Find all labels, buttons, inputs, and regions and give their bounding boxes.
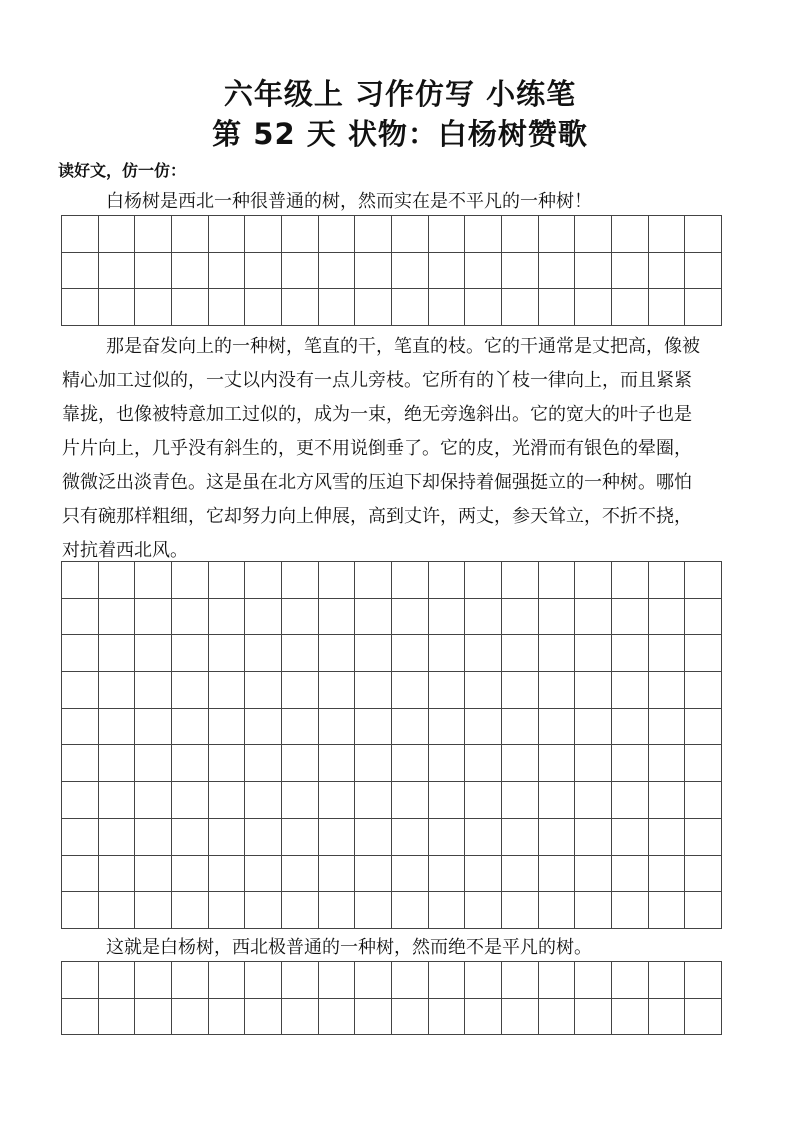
grid-cell[interactable] — [355, 253, 392, 290]
grid-cell[interactable] — [685, 745, 722, 782]
grid-cell[interactable] — [575, 635, 612, 672]
grid-cell[interactable] — [245, 782, 282, 819]
grid-cell[interactable] — [392, 962, 429, 999]
grid-cell[interactable] — [612, 599, 649, 636]
grid-cell[interactable] — [465, 962, 502, 999]
grid-cell[interactable] — [685, 216, 722, 253]
grid-cell[interactable] — [62, 709, 99, 746]
grid-cell[interactable] — [135, 289, 172, 326]
grid-cell[interactable] — [392, 562, 429, 599]
grid-cell[interactable] — [209, 562, 246, 599]
grid-cell[interactable] — [612, 892, 649, 929]
grid-cell[interactable] — [539, 253, 576, 290]
grid-cell[interactable] — [209, 999, 246, 1036]
grid-cell[interactable] — [282, 599, 319, 636]
grid-cell[interactable] — [209, 782, 246, 819]
grid-cell[interactable] — [612, 962, 649, 999]
grid-cell[interactable] — [575, 819, 612, 856]
grid-cell[interactable] — [135, 962, 172, 999]
grid-cell[interactable] — [429, 782, 466, 819]
grid-cell[interactable] — [135, 709, 172, 746]
grid-cell[interactable] — [502, 962, 539, 999]
grid-cell[interactable] — [502, 782, 539, 819]
passage-body-line: 精心加工过似的，一丈以内没有一点儿旁枝。它所有的丫枝一律向上，而且紧紧 — [62, 370, 692, 391]
grid-cell[interactable] — [282, 672, 319, 709]
grid-cell[interactable] — [392, 819, 429, 856]
grid-cell[interactable] — [465, 999, 502, 1036]
grid-cell[interactable] — [575, 962, 612, 999]
grid-cell[interactable] — [135, 999, 172, 1036]
grid-cell[interactable] — [502, 216, 539, 253]
grid-cell[interactable] — [612, 289, 649, 326]
grid-cell[interactable] — [99, 253, 136, 290]
grid-cell[interactable] — [62, 892, 99, 929]
grid-cell[interactable] — [649, 745, 686, 782]
grid-cell[interactable] — [319, 635, 356, 672]
grid-cell[interactable] — [539, 599, 576, 636]
grid-cell[interactable] — [135, 216, 172, 253]
grid-cell[interactable] — [99, 562, 136, 599]
grid-cell[interactable] — [575, 253, 612, 290]
grid-cell[interactable] — [355, 635, 392, 672]
grid-cell[interactable] — [99, 962, 136, 999]
grid-cell[interactable] — [209, 892, 246, 929]
grid-cell[interactable] — [649, 635, 686, 672]
grid-cell[interactable] — [135, 745, 172, 782]
grid-cell[interactable] — [62, 819, 99, 856]
grid-cell[interactable] — [502, 999, 539, 1036]
grid-cell[interactable] — [282, 892, 319, 929]
grid-cell[interactable] — [319, 856, 356, 893]
grid-cell[interactable] — [539, 289, 576, 326]
grid-cell[interactable] — [209, 635, 246, 672]
grid-cell[interactable] — [575, 289, 612, 326]
grid-cell[interactable] — [392, 856, 429, 893]
grid-cell[interactable] — [649, 962, 686, 999]
grid-cell[interactable] — [685, 289, 722, 326]
grid-cell[interactable] — [62, 635, 99, 672]
grid-cell[interactable] — [502, 819, 539, 856]
grid-cell[interactable] — [685, 253, 722, 290]
grid-cell[interactable] — [649, 599, 686, 636]
grid-cell[interactable] — [282, 289, 319, 326]
grid-cell[interactable] — [319, 709, 356, 746]
grid-cell[interactable] — [465, 892, 502, 929]
writing-grid-body[interactable] — [61, 561, 722, 929]
grid-cell[interactable] — [135, 819, 172, 856]
grid-cell[interactable] — [319, 745, 356, 782]
grid-cell[interactable] — [282, 635, 319, 672]
grid-cell[interactable] — [172, 819, 209, 856]
grid-cell[interactable] — [575, 599, 612, 636]
grid-cell[interactable] — [392, 635, 429, 672]
grid-cell[interactable] — [502, 599, 539, 636]
grid-cell[interactable] — [245, 635, 282, 672]
grid-cell[interactable] — [319, 289, 356, 326]
grid-cell[interactable] — [392, 672, 429, 709]
grid-cell[interactable] — [429, 672, 466, 709]
grid-cell[interactable] — [355, 962, 392, 999]
grid-cell[interactable] — [245, 709, 282, 746]
grid-cell[interactable] — [135, 892, 172, 929]
grid-cell[interactable] — [355, 856, 392, 893]
grid-cell[interactable] — [685, 635, 722, 672]
grid-cell[interactable] — [575, 892, 612, 929]
grid-cell[interactable] — [355, 672, 392, 709]
grid-cell[interactable] — [245, 599, 282, 636]
grid-cell[interactable] — [539, 782, 576, 819]
grid-cell[interactable] — [465, 856, 502, 893]
grid-cell[interactable] — [575, 999, 612, 1036]
grid-cell[interactable] — [319, 819, 356, 856]
grid-cell[interactable] — [99, 892, 136, 929]
grid-cell[interactable] — [575, 216, 612, 253]
grid-cell[interactable] — [172, 216, 209, 253]
grid-cell[interactable] — [649, 856, 686, 893]
grid-cell[interactable] — [172, 599, 209, 636]
grid-cell[interactable] — [245, 672, 282, 709]
grid-cell[interactable] — [575, 672, 612, 709]
grid-cell[interactable] — [135, 635, 172, 672]
grid-cell[interactable] — [612, 672, 649, 709]
grid-cell[interactable] — [539, 962, 576, 999]
grid-cell[interactable] — [62, 289, 99, 326]
grid-cell[interactable] — [502, 635, 539, 672]
passage-body-line: 微微泛出淡青色。这是虽在北方风雪的压迫下却保持着倔强挺立的一种树。哪怕 — [62, 472, 692, 493]
grid-cell[interactable] — [62, 216, 99, 253]
grid-cell[interactable] — [355, 819, 392, 856]
grid-cell[interactable] — [575, 856, 612, 893]
grid-cell[interactable] — [319, 253, 356, 290]
grid-cell[interactable] — [649, 709, 686, 746]
grid-cell[interactable] — [355, 999, 392, 1036]
grid-cell[interactable] — [62, 253, 99, 290]
grid-cell[interactable] — [429, 599, 466, 636]
grid-cell[interactable] — [649, 289, 686, 326]
grid-cell[interactable] — [209, 289, 246, 326]
grid-cell[interactable] — [685, 782, 722, 819]
grid-cell[interactable] — [539, 856, 576, 893]
grid-cell[interactable] — [319, 216, 356, 253]
grid-cell[interactable] — [429, 962, 466, 999]
grid-cell[interactable] — [685, 672, 722, 709]
grid-cell[interactable] — [99, 599, 136, 636]
grid-cell[interactable] — [355, 892, 392, 929]
grid-cell[interactable] — [172, 562, 209, 599]
grid-cell[interactable] — [429, 892, 466, 929]
grid-cell[interactable] — [62, 999, 99, 1036]
worksheet-subtitle: 第 52 天 状物：白杨树赞歌 — [212, 117, 588, 151]
grid-cell[interactable] — [319, 782, 356, 819]
grid-cell[interactable] — [282, 709, 319, 746]
grid-cell[interactable] — [172, 999, 209, 1036]
grid-cell[interactable] — [612, 745, 649, 782]
grid-cell[interactable] — [282, 562, 319, 599]
passage-conclusion: 这就是白杨树，西北极普通的一种树，然而绝不是平凡的树。 — [106, 937, 592, 958]
grid-cell[interactable] — [612, 999, 649, 1036]
grid-cell[interactable] — [685, 599, 722, 636]
grid-cell[interactable] — [245, 562, 282, 599]
grid-cell[interactable] — [649, 782, 686, 819]
grid-cell[interactable] — [99, 856, 136, 893]
grid-cell[interactable] — [135, 599, 172, 636]
passage-body-line: 那是奋发向上的一种树，笔直的干，笔直的枝。它的干通常是丈把高，像被 — [106, 336, 700, 357]
grid-cell[interactable] — [172, 709, 209, 746]
passage-body-line: 片片向上，几乎没有斜生的，更不用说倒垂了。它的皮，光滑而有银色的晕圈， — [62, 438, 692, 459]
grid-cell[interactable] — [282, 216, 319, 253]
grid-cell[interactable] — [429, 709, 466, 746]
grid-cell[interactable] — [612, 635, 649, 672]
grid-cell[interactable] — [245, 856, 282, 893]
grid-cell[interactable] — [172, 745, 209, 782]
grid-cell[interactable] — [392, 782, 429, 819]
grid-cell[interactable] — [502, 709, 539, 746]
writing-grid-conclusion[interactable] — [61, 961, 722, 1035]
grid-cell[interactable] — [319, 562, 356, 599]
grid-cell[interactable] — [539, 635, 576, 672]
grid-cell[interactable] — [685, 709, 722, 746]
grid-cell[interactable] — [685, 562, 722, 599]
grid-cell[interactable] — [575, 709, 612, 746]
grid-cell[interactable] — [209, 672, 246, 709]
grid-cell[interactable] — [135, 672, 172, 709]
grid-cell[interactable] — [429, 289, 466, 326]
grid-cell[interactable] — [465, 672, 502, 709]
grid-cell[interactable] — [172, 289, 209, 326]
grid-cell[interactable] — [392, 709, 429, 746]
grid-cell[interactable] — [282, 819, 319, 856]
grid-cell[interactable] — [245, 216, 282, 253]
grid-cell[interactable] — [612, 562, 649, 599]
grid-cell[interactable] — [245, 745, 282, 782]
grid-cell[interactable] — [539, 562, 576, 599]
worksheet-title: 六年级上 习作仿写 小练笔 — [223, 77, 577, 111]
grid-cell[interactable] — [685, 962, 722, 999]
grid-cell[interactable] — [245, 999, 282, 1036]
grid-cell[interactable] — [392, 745, 429, 782]
grid-cell[interactable] — [245, 892, 282, 929]
grid-cell[interactable] — [319, 999, 356, 1036]
grid-cell[interactable] — [135, 782, 172, 819]
grid-cell[interactable] — [319, 672, 356, 709]
grid-cell[interactable] — [465, 819, 502, 856]
passage-intro: 白杨树是西北一种很普通的树，然而实在是不平凡的一种树！ — [106, 191, 592, 212]
grid-cell[interactable] — [172, 672, 209, 709]
grid-cell[interactable] — [465, 599, 502, 636]
grid-cell[interactable] — [172, 635, 209, 672]
grid-cell[interactable] — [282, 745, 319, 782]
grid-cell[interactable] — [209, 745, 246, 782]
grid-cell[interactable] — [135, 856, 172, 893]
grid-cell[interactable] — [612, 856, 649, 893]
grid-cell[interactable] — [685, 856, 722, 893]
grid-cell[interactable] — [209, 856, 246, 893]
grid-cell[interactable] — [99, 635, 136, 672]
grid-cell[interactable] — [319, 962, 356, 999]
grid-cell[interactable] — [172, 962, 209, 999]
writing-grid-intro[interactable] — [61, 215, 722, 326]
grid-cell[interactable] — [245, 289, 282, 326]
grid-cell[interactable] — [99, 672, 136, 709]
grid-cell[interactable] — [355, 562, 392, 599]
grid-cell[interactable] — [685, 999, 722, 1036]
grid-cell[interactable] — [62, 745, 99, 782]
grid-cell[interactable] — [355, 745, 392, 782]
grid-cell[interactable] — [99, 216, 136, 253]
grid-cell[interactable] — [62, 672, 99, 709]
grid-cell[interactable] — [209, 819, 246, 856]
grid-cell[interactable] — [502, 856, 539, 893]
grid-cell[interactable] — [245, 253, 282, 290]
grid-cell[interactable] — [209, 216, 246, 253]
grid-cell[interactable] — [355, 289, 392, 326]
grid-cell[interactable] — [649, 216, 686, 253]
grid-cell[interactable] — [539, 216, 576, 253]
grid-cell[interactable] — [429, 562, 466, 599]
grid-cell[interactable] — [99, 289, 136, 326]
grid-cell[interactable] — [392, 289, 429, 326]
grid-cell[interactable] — [649, 672, 686, 709]
grid-cell[interactable] — [99, 819, 136, 856]
grid-cell[interactable] — [649, 562, 686, 599]
grid-cell[interactable] — [502, 745, 539, 782]
grid-cell[interactable] — [392, 999, 429, 1036]
section-label: 读好文，仿一仿： — [58, 161, 187, 180]
grid-cell[interactable] — [62, 562, 99, 599]
grid-cell[interactable] — [282, 999, 319, 1036]
grid-cell[interactable] — [62, 599, 99, 636]
grid-cell[interactable] — [282, 253, 319, 290]
grid-cell[interactable] — [355, 709, 392, 746]
grid-cell[interactable] — [502, 562, 539, 599]
grid-cell[interactable] — [319, 599, 356, 636]
grid-cell[interactable] — [99, 999, 136, 1036]
grid-cell[interactable] — [62, 962, 99, 999]
grid-cell[interactable] — [575, 745, 612, 782]
grid-cell[interactable] — [209, 599, 246, 636]
grid-cell[interactable] — [612, 819, 649, 856]
grid-cell[interactable] — [392, 599, 429, 636]
grid-cell[interactable] — [429, 635, 466, 672]
grid-cell[interactable] — [62, 856, 99, 893]
grid-cell[interactable] — [99, 782, 136, 819]
grid-cell[interactable] — [575, 562, 612, 599]
grid-cell[interactable] — [539, 709, 576, 746]
grid-cell[interactable] — [465, 289, 502, 326]
grid-cell[interactable] — [99, 745, 136, 782]
grid-cell[interactable] — [502, 289, 539, 326]
grid-cell[interactable] — [465, 562, 502, 599]
grid-cell[interactable] — [135, 562, 172, 599]
grid-cell[interactable] — [172, 782, 209, 819]
grid-cell[interactable] — [429, 999, 466, 1036]
grid-cell[interactable] — [539, 819, 576, 856]
grid-cell[interactable] — [282, 962, 319, 999]
grid-cell[interactable] — [172, 253, 209, 290]
grid-cell[interactable] — [539, 672, 576, 709]
passage-body-line: 只有碗那样粗细，它却努力向上伸展，高到丈许，两丈，参天耸立，不折不挠， — [62, 506, 692, 527]
grid-cell[interactable] — [282, 782, 319, 819]
grid-cell[interactable] — [99, 709, 136, 746]
grid-cell[interactable] — [209, 253, 246, 290]
grid-cell[interactable] — [685, 892, 722, 929]
grid-cell[interactable] — [245, 962, 282, 999]
grid-cell[interactable] — [429, 856, 466, 893]
grid-cell[interactable] — [539, 999, 576, 1036]
grid-cell[interactable] — [649, 819, 686, 856]
grid-cell[interactable] — [465, 635, 502, 672]
grid-cell[interactable] — [649, 253, 686, 290]
grid-cell[interactable] — [465, 782, 502, 819]
grid-cell[interactable] — [392, 253, 429, 290]
grid-cell[interactable] — [502, 892, 539, 929]
grid-cell[interactable] — [612, 782, 649, 819]
grid-cell[interactable] — [502, 672, 539, 709]
grid-cell[interactable] — [135, 253, 172, 290]
grid-cell[interactable] — [539, 745, 576, 782]
grid-cell[interactable] — [685, 819, 722, 856]
grid-cell[interactable] — [465, 709, 502, 746]
grid-cell[interactable] — [355, 599, 392, 636]
passage-body-line: 对抗着西北风。 — [62, 540, 188, 561]
grid-cell[interactable] — [465, 253, 502, 290]
grid-cell[interactable] — [355, 216, 392, 253]
passage-body-line: 靠拢，也像被特意加工过似的，成为一束，绝无旁逸斜出。它的宽大的叶子也是 — [62, 404, 692, 425]
grid-cell[interactable] — [172, 856, 209, 893]
grid-cell[interactable] — [649, 999, 686, 1036]
grid-cell[interactable] — [429, 253, 466, 290]
grid-cell[interactable] — [539, 892, 576, 929]
grid-cell[interactable] — [319, 892, 356, 929]
grid-cell[interactable] — [172, 892, 209, 929]
grid-cell[interactable] — [245, 819, 282, 856]
grid-cell[interactable] — [649, 892, 686, 929]
grid-cell[interactable] — [612, 709, 649, 746]
grid-cell[interactable] — [282, 856, 319, 893]
grid-cell[interactable] — [465, 216, 502, 253]
grid-cell[interactable] — [612, 216, 649, 253]
grid-cell[interactable] — [612, 253, 649, 290]
grid-cell[interactable] — [392, 892, 429, 929]
grid-cell[interactable] — [209, 709, 246, 746]
grid-cell[interactable] — [502, 253, 539, 290]
grid-cell[interactable] — [355, 782, 392, 819]
grid-cell[interactable] — [429, 745, 466, 782]
grid-cell[interactable] — [62, 782, 99, 819]
grid-cell[interactable] — [429, 819, 466, 856]
grid-cell[interactable] — [575, 782, 612, 819]
grid-cell[interactable] — [392, 216, 429, 253]
grid-cell[interactable] — [429, 216, 466, 253]
grid-cell[interactable] — [209, 962, 246, 999]
grid-cell[interactable] — [465, 745, 502, 782]
